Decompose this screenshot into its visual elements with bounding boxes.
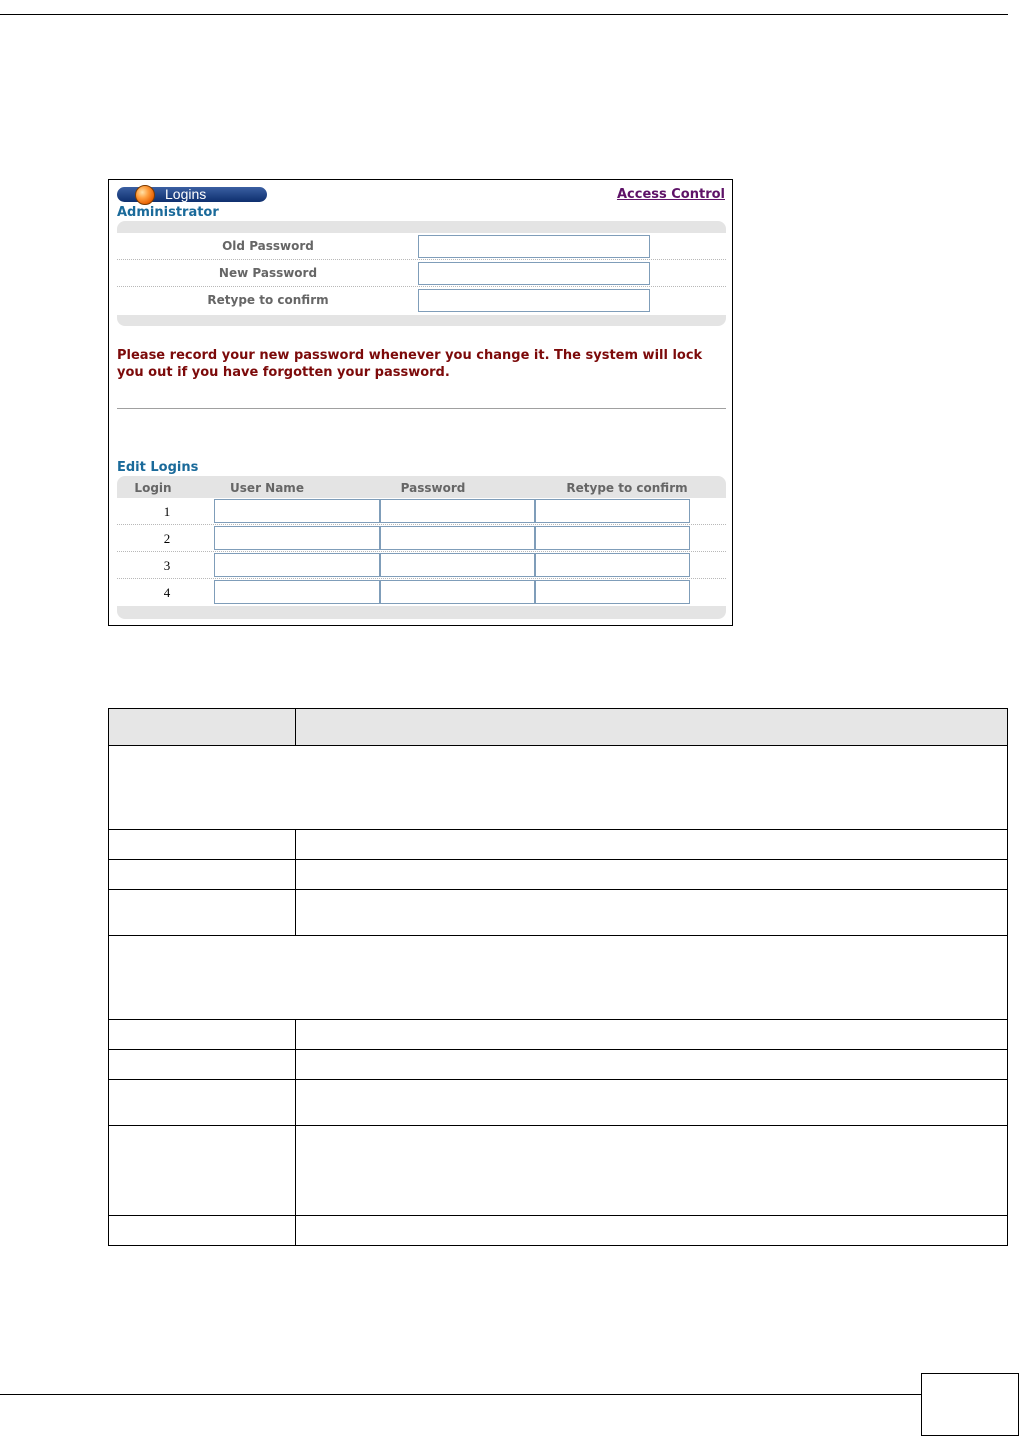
login-row [117,552,726,579]
table-cell [109,1126,296,1216]
old-password-input[interactable] [418,235,650,258]
table-cell [109,1080,296,1126]
table-cell [296,1020,1008,1050]
table-cell [109,1020,296,1050]
field-description-table [108,708,1008,1246]
table-cell [296,1050,1008,1080]
retype-password-row [117,287,726,314]
new-password-input[interactable] [418,262,650,285]
login-number: 2 [163,531,171,546]
column-header-user-name: User Name [230,481,304,495]
edit-logins-panel [117,476,726,619]
table-section-row [109,936,1008,1020]
logins-tab-badge [117,187,267,202]
column-header-password: Password [400,481,466,495]
column-header-retype: Retype to confirm [566,481,688,495]
old-password-row [117,233,726,260]
new-password-label: New Password [218,266,318,280]
table-header-cell [296,709,1008,746]
table-header-row [109,709,1008,746]
table-cell [109,860,296,890]
password-input[interactable] [380,580,535,604]
retype-input[interactable] [535,526,690,550]
page-number-box [921,1373,1019,1436]
old-password-label: Old Password [222,239,314,253]
table-row [109,1020,1008,1050]
footer-rule [0,1394,921,1395]
table-cell [109,890,296,936]
administrator-panel [117,221,726,326]
user-name-input[interactable] [214,553,380,577]
table-row [109,890,1008,936]
login-number: 4 [163,585,171,600]
logins-tab-title: Logins [165,186,207,202]
login-number: 3 [163,558,171,573]
administrator-title: Administrator [117,205,219,220]
section-divider [117,408,726,409]
column-header-login: Login [134,481,172,495]
table-row [109,830,1008,860]
password-input[interactable] [380,526,535,550]
table-row [109,1080,1008,1126]
table-row [109,860,1008,890]
retype-input[interactable] [535,499,690,523]
table-cell [109,1216,296,1246]
retype-password-label: Retype to confirm [207,293,329,307]
table-section-row [109,746,1008,830]
table-section-cell [109,746,1008,830]
table-cell [109,830,296,860]
table-row [109,1050,1008,1080]
edit-logins-title: Edit Logins [117,460,199,475]
table-cell [296,890,1008,936]
user-name-input[interactable] [214,526,380,550]
table-section-cell [109,936,1008,1020]
retype-input[interactable] [535,580,690,604]
table-row [109,1216,1008,1246]
retype-input[interactable] [535,553,690,577]
table-row [109,1126,1008,1216]
new-password-row [117,260,726,287]
login-row [117,525,726,552]
retype-password-input[interactable] [418,289,650,312]
login-row [117,498,726,525]
table-cell [296,1216,1008,1246]
table-cell [109,1050,296,1080]
table-header-cell [109,709,296,746]
access-control-link[interactable]: Access Control [616,187,725,202]
password-input[interactable] [380,553,535,577]
login-number: 1 [163,504,171,519]
table-cell [296,860,1008,890]
table-cell [296,1126,1008,1216]
top-rule [0,14,1008,15]
logins-screenshot [108,179,733,626]
orange-ball-icon [135,185,155,205]
user-name-input[interactable] [214,499,380,523]
password-warning: Please record your new password whenever you change it. The system will lock you out if you have forgotten your password. [117,348,703,380]
login-row [117,579,726,606]
table-cell [296,830,1008,860]
password-input[interactable] [380,499,535,523]
table-cell [296,1080,1008,1126]
user-name-input[interactable] [214,580,380,604]
